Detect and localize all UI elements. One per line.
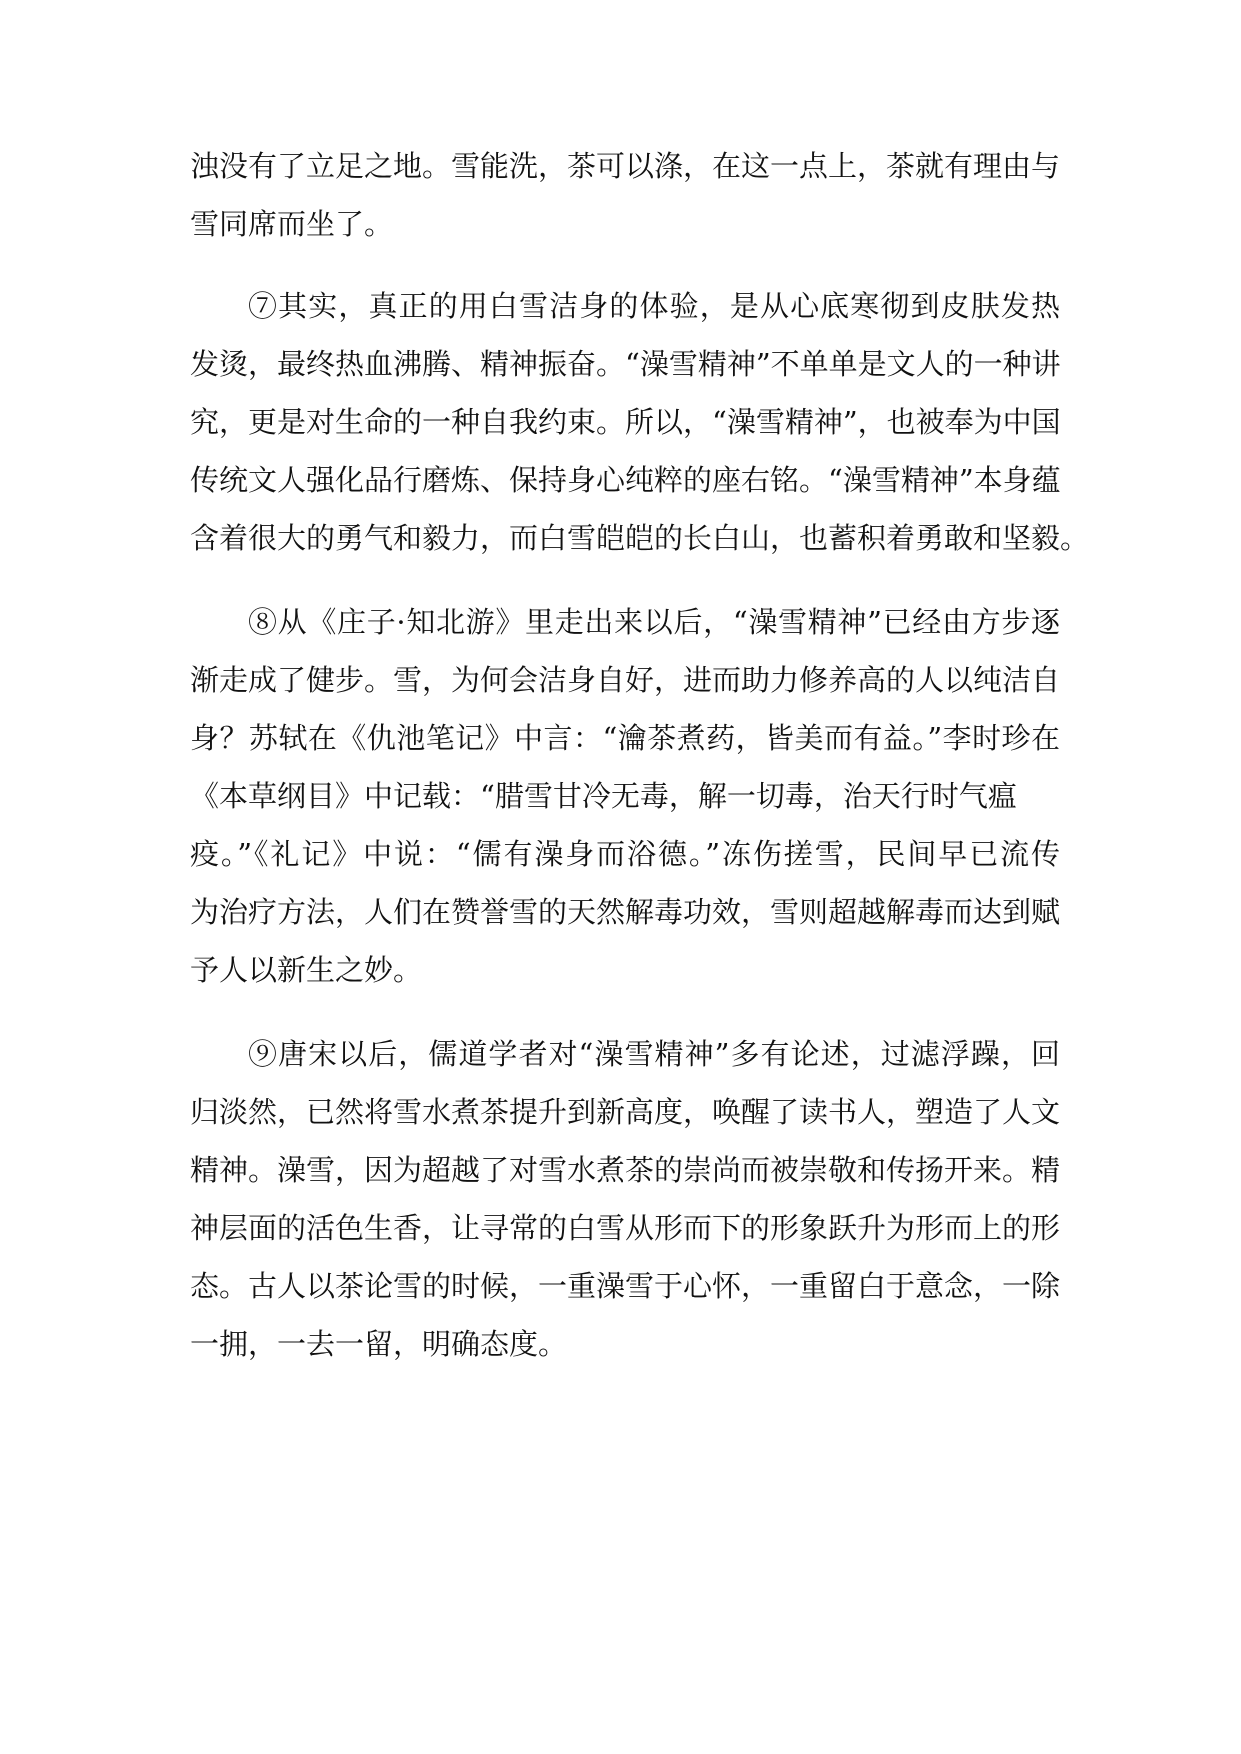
text-line: 身？苏轼在《仇池笔记》中言：“瀹茶煮药，皆美而有益。”李时珍在 bbox=[190, 721, 1060, 755]
text-line: ⑦其实，真正的用白雪洁身的体验，是从心底寒彻到皮肤发热 bbox=[248, 289, 1060, 323]
text-line: 一拥，一去一留，明确态度。 bbox=[190, 1327, 568, 1361]
text-line: 究，更是对生命的一种自我约束。所以，“澡雪精神”，也被奉为中国 bbox=[190, 405, 1061, 439]
text-line: 神层面的活色生香，让寻常的白雪从形而下的形象跃升为形而上的形 bbox=[190, 1211, 1061, 1245]
text-line: 疫。”《礼记》中说：“儒有澡身而浴德。”冻伤搓雪，民间早已流传 bbox=[190, 837, 1060, 871]
text-line: ⑨唐宋以后，儒道学者对“澡雪精神”多有论述，过滤浮躁，回 bbox=[248, 1037, 1060, 1071]
text-line: 发烫，最终热血沸腾、精神振奋。“澡雪精神”不单单是文人的一种讲 bbox=[190, 347, 1061, 381]
text-line: 含着很大的勇气和毅力，而白雪皑皑的长白山，也蓄积着勇敢和坚毅。 bbox=[190, 521, 1090, 555]
text-line: 《本草纲目》中记载：“腊雪甘冷无毒，解一切毒，治天行时气瘟 bbox=[190, 779, 1017, 813]
text-line: 雪同席而坐了。 bbox=[190, 207, 394, 241]
text-line: 为治疗方法，人们在赞誉雪的天然解毒功效，雪则超越解毒而达到赋 bbox=[190, 895, 1061, 929]
text-line: 归淡然，已然将雪水煮茶提升到新高度，唤醒了读书人，塑造了人文 bbox=[190, 1095, 1061, 1129]
text-line: 渐走成了健步。雪，为何会洁身自好，进而助力修养高的人以纯洁自 bbox=[190, 663, 1061, 697]
text-line: ⑧从《庄子·知北游》里走出来以后，“澡雪精神”已经由方步逐 bbox=[248, 605, 1060, 639]
text-line: 精神。澡雪，因为超越了对雪水煮茶的崇尚而被崇敬和传扬开来。精 bbox=[190, 1153, 1061, 1187]
text-line: 传统文人强化品行磨炼、保持身心纯粹的座右铭。“澡雪精神”本身蕴 bbox=[190, 463, 1061, 497]
text-line: 浊没有了立足之地。雪能洗，茶可以涤，在这一点上，茶就有理由与 bbox=[190, 149, 1061, 183]
text-line: 态。古人以茶论雪的时候，一重澡雪于心怀，一重留白于意念，一除 bbox=[190, 1269, 1061, 1303]
text-line: 予人以新生之妙。 bbox=[190, 953, 423, 987]
